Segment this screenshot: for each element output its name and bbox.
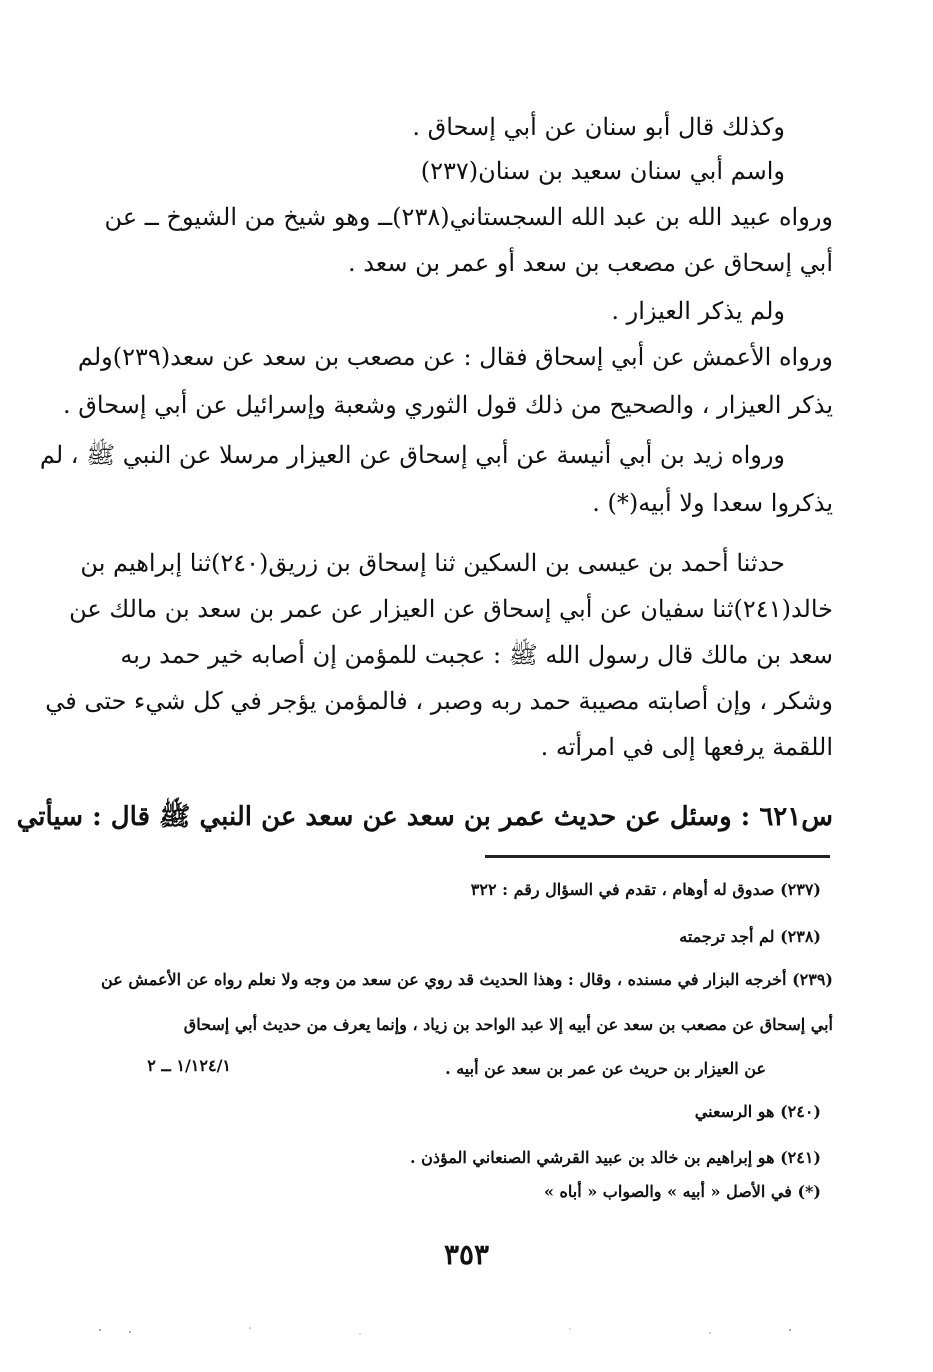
footnote: (٢٣٩) أخرجه البزار في مسنده ، وقال : وهذا الحديث قد روي عن سعد من وجه ولا نعلم رواه عن الأعمش عن bbox=[101, 970, 833, 989]
text-line: وكذلك قال أبو سنان عن أبي إسحاق . bbox=[412, 113, 785, 141]
question-heading: س٦٢١ : وسئل عن حديث عمر بن سعد عن سعد عن النبي ﷺ قال : سيأتي bbox=[16, 802, 833, 832]
footnote: (٢٣٧) صدوق له أوهام ، تقدم في السؤال رقم : ٣٢٢ bbox=[470, 880, 821, 899]
text-line: يذكر العيزار ، والصحيح من ذلك قول الثوري وشعبة وإسرائيل عن أبي إسحاق . bbox=[63, 391, 833, 419]
footnote-separator bbox=[485, 855, 830, 858]
footnote: (٢٤١) هو إبراهيم بن خالد بن عبيد القرشي الصنعاني المؤذن . bbox=[410, 1148, 821, 1167]
text-line: واسم أبي سنان سعيد بن سنان(٢٣٧) bbox=[420, 157, 785, 185]
text-line: أبي إسحاق عن مصعب بن سعد أو عمر بن سعد . bbox=[347, 249, 833, 277]
text-line: ولم يذكر العيزار . bbox=[611, 297, 785, 325]
text-line: ورواه زيد بن أبي أنيسة عن أبي إسحاق عن العيزار مرسلا عن النبي ﷺ ، لم bbox=[39, 441, 785, 469]
text-line: ورواه الأعمش عن أبي إسحاق فقال : عن مصعب بن سعد عن سعد(٢٣٩)ولم bbox=[77, 343, 833, 371]
footnote: أبي إسحاق عن مصعب بن سعد عن أبيه إلا عبد الواحد بن زياد ، وإنما يعرف من حديث أبي إسحاق bbox=[183, 1015, 833, 1034]
footnote-reference: ١/١٢٤/١ ــ ٢ bbox=[147, 1056, 231, 1075]
text-line: حدثنا أحمد بن عيسى بن السكين ثنا إسحاق بن زريق(٢٤٠)ثنا إبراهيم بن bbox=[80, 549, 785, 577]
page-number: ٣٥٣ bbox=[443, 1238, 490, 1271]
footnote: (*) في الأصل « أبيه » والصواب « أباه » bbox=[543, 1182, 821, 1201]
footnote: عن العيزار بن حريث عن عمر بن سعد عن أبيه . bbox=[445, 1059, 766, 1078]
text-line: خالد(٢٤١)ثنا سفيان عن أبي إسحاق عن العيزار عن عمر بن سعد بن مالك عن bbox=[69, 595, 833, 623]
text-line: ورواه عبيد الله بن عبد الله السجستاني(٢٣٨)ــ وهو شيخ من الشيوخ ــ عن bbox=[104, 203, 833, 231]
text-line: سعد بن مالك قال رسول الله ﷺ : عجبت للمؤمن إن أصابه خير حمد ربه bbox=[120, 641, 833, 669]
text-line: اللقمة يرفعها إلى في امرأته . bbox=[540, 733, 833, 761]
footnote: (٢٣٨) لم أجد ترجمته bbox=[679, 927, 821, 946]
text-line: وشكر ، وإن أصابته مصيبة حمد ربه وصبر ، فالمؤمن يؤجر في كل شيء حتى في bbox=[45, 687, 833, 715]
text-line: يذكروا سعدا ولا أبيه(*) . bbox=[592, 489, 833, 517]
footnote: (٢٤٠) هو الرسعني bbox=[694, 1102, 821, 1121]
scan-noise bbox=[90, 1320, 850, 1340]
